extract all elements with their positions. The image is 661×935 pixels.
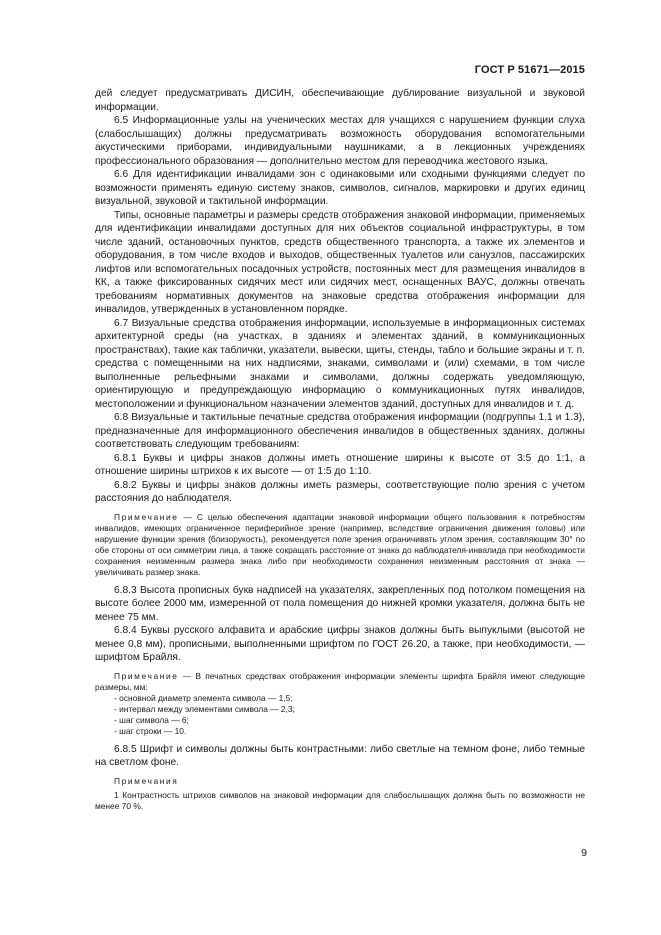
note-text: — В печатных средствах отображения информации элементы шрифта Брайля имеют следующие размеры, мм: bbox=[95, 670, 585, 692]
paragraph: Типы, основные параметры и размеры средств отображения знаковой информации, применяемых для идентификации инвалидами доступных для них объектов социальной инфраструктуры, в том числе зданий, остановочных пунктов, средств общественного транспорта, а также их элементов и оборудования, в том числе входов и выходов, общественных туалетов или санузлов, пассажирских лифтов или вспомогательных посадочных устройств, постоянных мест для размещения инвалидов в КК, а также фиксированных сидячих мест или сидячих мест, оснащенных ВАУС, должны отвечать требованиям нормативных документов на знаковые средства отображения информации для инвалидов, утвержденных в установленном порядке. bbox=[95, 209, 585, 315]
note-item-1: 1 Контрастность штрихов символов на знаковой информации для слабослышащих должна быть по возможности не менее 70 %. bbox=[95, 789, 585, 811]
paragraph-6-8-1: 6.8.1 Буквы и цифры знаков должны иметь отношение ширины к высоте от 3:5 до 1:1, а отношение ширины штрихов к их высоте — от 1:5 до 1:10. bbox=[95, 452, 585, 477]
list-item: - интервал между элементами символа — 2,3; bbox=[114, 703, 295, 714]
document-code: ГОСТ Р 51671—2015 bbox=[474, 64, 585, 76]
document-body bbox=[95, 87, 585, 812]
list-item: - шаг символа — 6; bbox=[114, 714, 189, 725]
notes-label: Примечания bbox=[114, 775, 179, 786]
note-label: Примечание bbox=[114, 670, 179, 681]
paragraph-6-5: 6.5 Информационные узлы на ученических местах для учащихся с нарушением функции слуха (слабослышащих) должны предусматривать возможность оборудования вспомогательными акустическими приборами, индивидуальными наушниками, а в лекционных учреждениях профессионального образования — дополнительно местом для переводчика жестового языка. bbox=[95, 115, 585, 167]
note-label: Примечание bbox=[114, 511, 179, 522]
paragraph-6-8-4: 6.8.4 Буквы русского алфавита и арабские цифры знаков должны быть выпуклыми (высотой не менее 0,8 мм), прописными, выполненными шрифтом по ГОСТ 26.20, а также, при необходимости, — шрифтом Брайля. bbox=[95, 625, 585, 663]
notes-heading bbox=[95, 776, 585, 787]
paragraph-6-8-5: 6.8.5 Шрифт и символы должны быть контрастными: либо светлые на темном фоне, либо темные на светлом фоне. bbox=[95, 743, 585, 768]
paragraph-6-6: 6.6 Для идентификации инвалидами зон с одинаковыми или сходными функциями следует по возможности применять единую систему знаков, символов, сигналов, маркировки и других единиц визуальной, звуковой и тактильной информации. bbox=[95, 169, 585, 207]
braille-dimensions-list bbox=[95, 693, 585, 737]
note-text: — С целью обеспечения адаптации знаковой информации общего пользования к потребностям инвалидов, имеющих ограниченное периферийное зрение (например, вследствие ограничения движения головы) или нарушение функции зрения (близорукость), рекомендуется поле зрения ограничивать углом зрения, составляющим 30° по обе стороны от оси симметрии лица, а также сокращать расстояние от знака до наблюдателя-инвалида при необходимости сохранения неизменным размера знака либо при необходимости сохранения неизменным расстояния от знака — увеличивать размер знака. bbox=[95, 511, 585, 577]
list-item: - основной диаметр элемента символа — 1,5; bbox=[114, 692, 293, 703]
paragraph-6-8: 6.8 Визуальные и тактильные печатные средства отображения информации (подгруппы 1.1 и 1.3), предназначенные для информационного обеспечения инвалидов в общественных зданиях, должны соответствовать следующим требованиям: bbox=[95, 412, 585, 450]
list-item: - шаг строки — 10. bbox=[114, 725, 187, 736]
note-2 bbox=[95, 671, 585, 693]
paragraph: дей следует предусматривать ДИСИН, обеспечивающие дублирование визуальной и звуковой информации. bbox=[95, 88, 585, 113]
page-number: 9 bbox=[581, 847, 587, 859]
paragraph-6-7: 6.7 Визуальные средства отображения информации, используемые в информационных системах архитектурной среды (на участках, в зданиях и элементах зданий, в коммуникационных пространствах), такие как таблички, указатели, вывески, щиты, стенды, табло и большие экраны и т. п. средства с помещенными на них надписями, знаками, символами и (или) схемами, в том числе выполненные рельефными знаками и символами, должны содержать уведомляющую, ориентирующую и предупреждающую информацию о коммуникационных путях инвалидов, местоположении и функциональном назначении элементов зданий, доступных для инвалидов и т. д. bbox=[95, 317, 585, 410]
note-1 bbox=[95, 512, 585, 578]
paragraph-6-8-3: 6.8.3 Высота прописных букв надписей на указателях, закрепленных под потолком помещения на высоте более 2000 мм, измеренной от пола помещения до нижней кромки указателя, должна быть не менее 75 мм. bbox=[95, 584, 585, 623]
paragraph-6-8-2: 6.8.2 Буквы и цифры знаков должны иметь размеры, соответствующие полю зрения с учетом расстояния до наблюдателя. bbox=[95, 479, 585, 504]
